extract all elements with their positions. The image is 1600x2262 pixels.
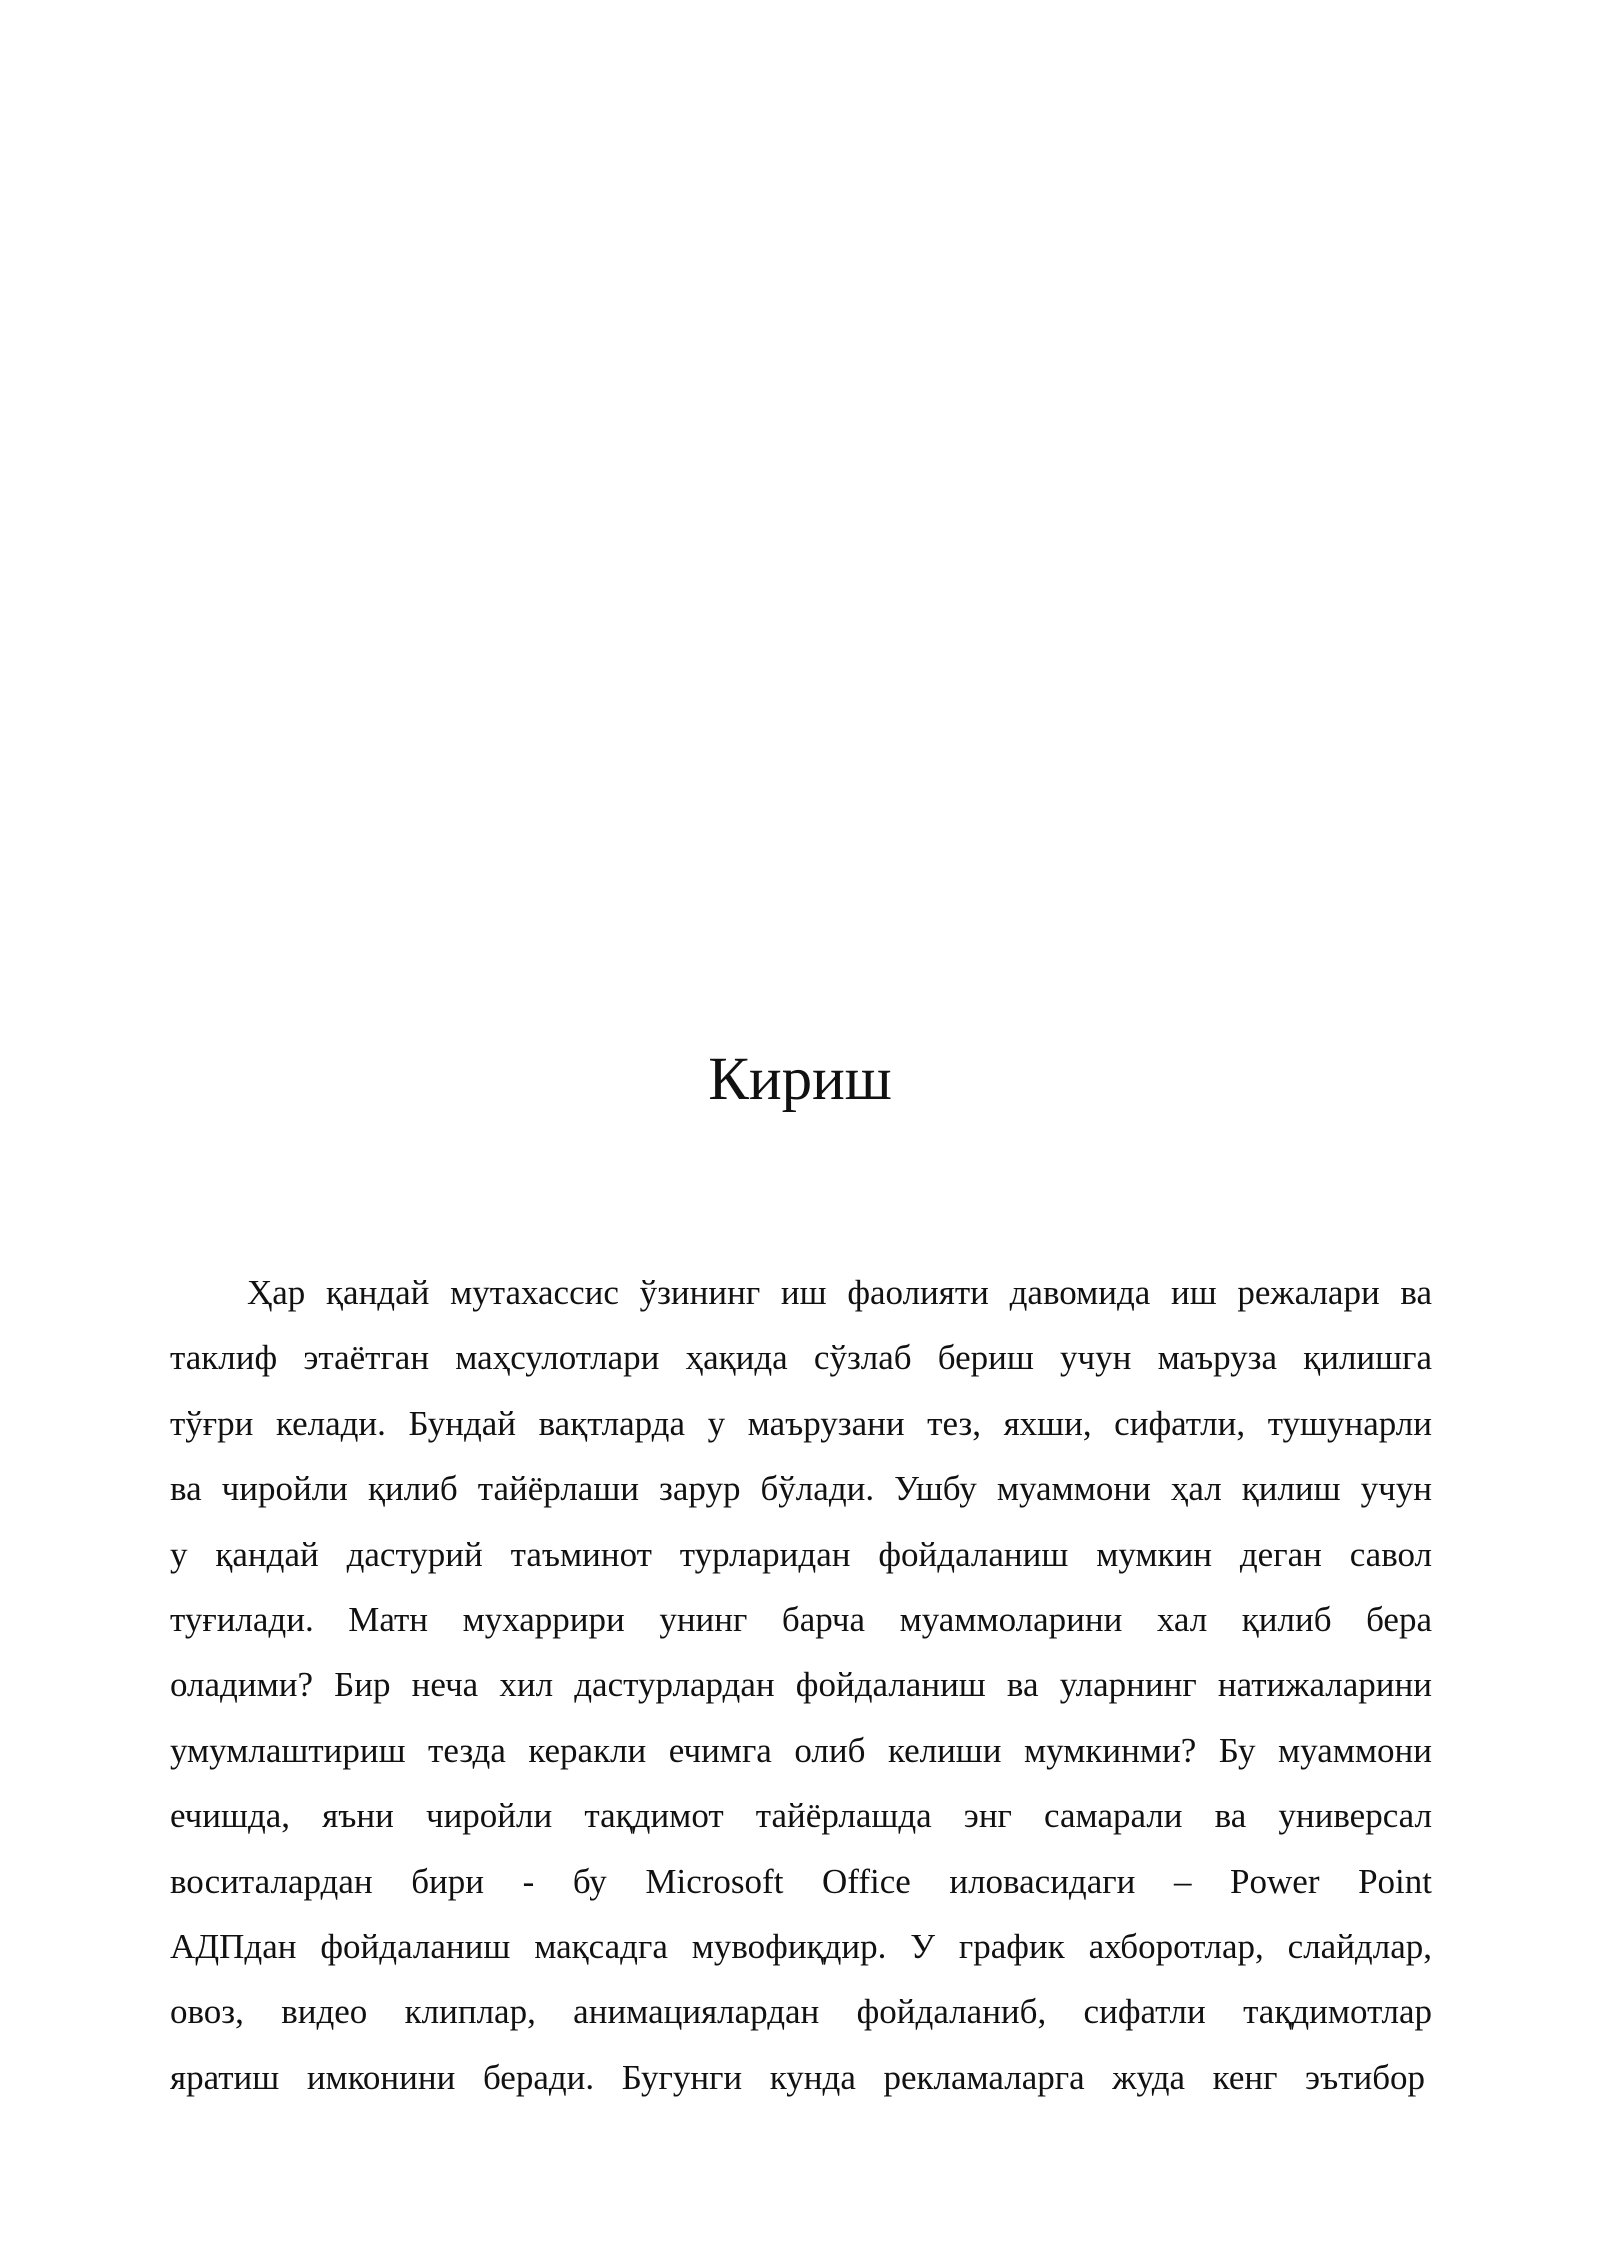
paragraph-line: оладими? Бир неча хил дастурлардан фойдаланиш ва уларнинг натижаларини	[170, 1665, 1432, 1705]
paragraph-line: овоз, видео клиплар, анимациялардан фойдаланиб, сифатли тақдимотлар	[170, 1992, 1432, 2032]
paragraph-line: у қандай дастурий таъминот турларидан фойдаланиш мумкин деган савол	[170, 1534, 1432, 1574]
paragraph-line: тўғри келади. Бундай вақтларда у маърузани тез, яхши, сифатли, тушунарли	[170, 1403, 1432, 1443]
paragraph-line: яратиш имконини беради. Бугунги кунда рекламаларга жуда кенг эътибор	[170, 2057, 1425, 2097]
paragraph-line: Ҳар қандай мутахассис ўзининг иш фаолияти давомида иш режалари ва	[247, 1273, 1432, 1312]
paragraph-line: таклиф этаётган маҳсулотлари ҳақида сўзлаб бериш учун маъруза қилишга	[170, 1338, 1432, 1378]
page-title: Кириш	[708, 1046, 892, 1113]
paragraph-line: туғилади. Матн мухаррири унинг барча муаммоларини хал қилиб бера	[170, 1599, 1432, 1639]
paragraph-line: воситалардан бири - бу Microsoft Office иловасидаги – Power Point	[170, 1861, 1432, 1901]
paragraph-line: ва чиройли қилиб тайёрлаши зарур бўлади. Ушбу муаммони ҳал қилиш учун	[170, 1469, 1432, 1509]
paragraph-line: ечишда, яъни чиройли тақдимот тайёрлашда энг самарали ва универсал	[170, 1796, 1432, 1836]
paragraph-line: умумлаштириш тезда керакли ечимга олиб келиши мумкинми? Бу муаммони	[170, 1730, 1432, 1770]
paragraph-line: АДПдан фойдаланиш мақсадга мувофиқдир. У график ахборотлар, слайдлар,	[170, 1926, 1432, 1966]
